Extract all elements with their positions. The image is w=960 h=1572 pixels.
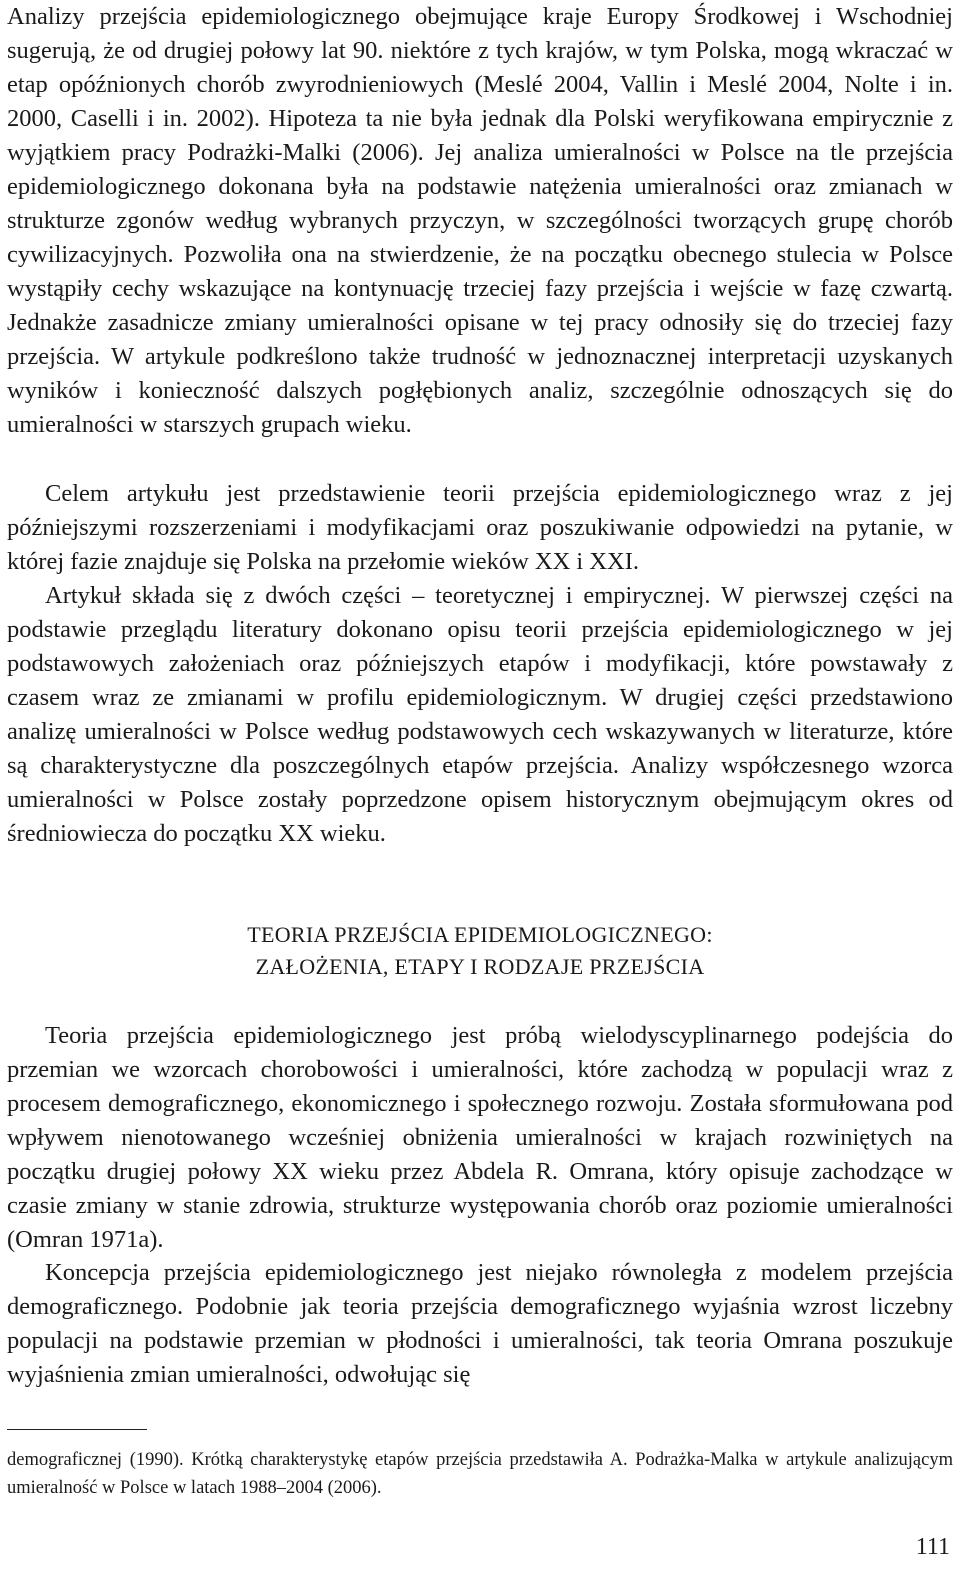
paragraph-theory: Teoria przejścia epidemiologicznego jest próbą wielodyscyplinarnego podejścia do przemian we wzorcach chorobowości i umieralności, które zachodzą w populacji wraz z procesem demograficznego, ekonomicznego i społecznego rozwoju. Została sformułowana pod wpływem nienotowanego wcześniej obniżenia umieralności w krajach rozwiniętych na początku drugiej połowy XX wieku przez Abdela R. Omrana, który opisuje zachodzące w czasie zmiany w stanie zdrowia, strukturze występowania chorób oraz poziomie umieralności (Omran 1971a). xyxy=(7,1022,953,1253)
footnote: demograficznej (1990). Krótką charakterystykę etapów przejścia przedstawiła A. Podrażka-Malka w artykule analizującym umieralność w Polsce w latach 1988–2004 (2006). xyxy=(7,1450,953,1498)
section-heading xyxy=(0,919,960,983)
paragraph-structure: Artykuł składa się z dwóch części – teoretycznej i empirycznej. W pierwszej części na podstawie przeglądu literatury dokonano opisu teorii przejścia epidemiologicznego w jej podstawowych założeniach oraz późniejszych etapów i modyfikacji, które powstawały z czasem wraz ze zmianami w profilu epidemiologicznym. W drugiej części przedstawiono analizę umieralności w Polsce według podstawowych cech wskazywanych w literaturze, które są charakterystyczne dla poszczególnych etapów przejścia. Analizy współczesnego wzorca umieralności w Polsce zostały poprzedzone opisem historycznym obejmującym okres od średniowiecza do początku XX wieku. xyxy=(7,582,953,847)
section-heading-line-1: TEORIA PRZEJŚCIA EPIDEMIOLOGICZNEGO: xyxy=(247,922,713,947)
paragraph-intro: Analizy przejścia epidemiologicznego obejmujące kraje Europy Środkowej i Wschodniej sugerują, że od drugiej połowy lat 90. niektóre z tych krajów, w tym Polska, mogą wkraczać w etap opóźnionych chorób zwyrodnieniowych (Meslé 2004, Vallin i Meslé 2004, Nolte i in. 2000, Caselli i in. 2002). Hipoteza ta nie była jednak dla Polski weryfikowana empirycznie z wyjątkiem pracy Podrażki-Malki (2006). Jej analiza umieralności w Polsce na tle przejścia epidemiologicznego dokonana była na podstawie natężenia umieralności oraz zmianach w strukturze zgonów według wybranych przyczyn, w szczególności tworzących grupę chorób cywilizacyjnych. Pozwoliła ona na stwierdzenie, że na początku obecnego stulecia w Polsce wystąpiły cechy wskazujące na kontynuację trzeciej fazy przejścia i wejście w fazę czwartą. Jednakże zasadnicze zmiany umieralności opisane w tej pracy odnosiły się do trzeciej fazy przejścia. W artykule podkreślono także trudność w jednoznacznej interpretacji uzyskanych wyników i konieczność dalszych pogłębionych analiz, szczególnie odnoszących się do umieralności w starszych grupach wieku. xyxy=(7,3,953,438)
section-heading-line-2: ZAŁOŻENIA, ETAPY I RODZAJE PRZEJŚCIA xyxy=(255,954,705,979)
page-number: 111 xyxy=(915,1534,950,1560)
paragraph-concept: Koncepcja przejścia epidemiologicznego jest niejako równoległa z modelem przejścia demograficznego. Podobnie jak teoria przejścia demograficznego wyjaśnia wzrost liczebny populacji na podstawie przemian w płodności i umieralności, tak teoria Omrana poszukuje wyjaśnienia zmian umieralności, odwołując się xyxy=(7,1259,953,1388)
paragraph-aim: Celem artykułu jest przedstawienie teorii przejścia epidemiologicznego wraz z jej późniejszymi rozszerzeniami i modyfikacjami oraz poszukiwanie odpowiedzi na pytanie, w której fazie znajduje się Polska na przełomie wieków XX i XXI. xyxy=(7,480,953,575)
footnote-separator xyxy=(7,1429,147,1430)
